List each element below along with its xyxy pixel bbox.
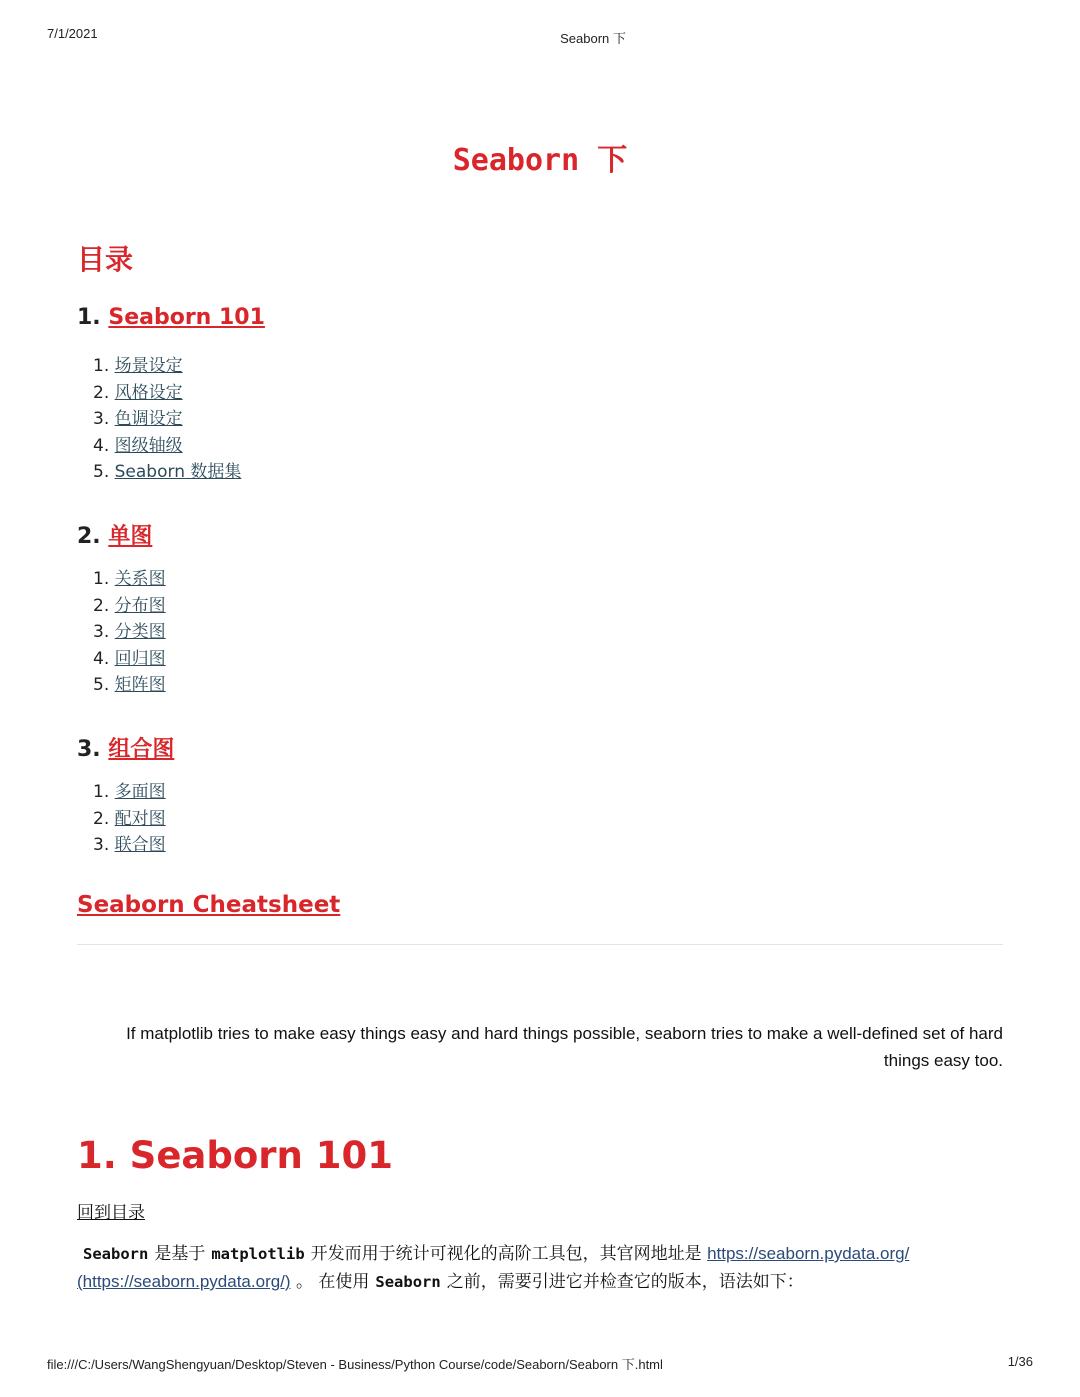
intro-quote: If matplotlib tries to make easy things easy and hard things possible, seaborn tries to make a well-defined set of hard things easy too. <box>126 1024 1003 1070</box>
toc-section-1 <box>77 305 265 330</box>
toc-item <box>77 806 166 833</box>
toc-item-number: 2. <box>93 808 110 829</box>
file-path: file:///C:/Users/WangShengyuan/Desktop/Steven - Business/Python Course/code/Seaborn/Seaborn 下.html <box>47 1357 663 1372</box>
toc-item <box>77 433 241 460</box>
toc-list-section-2 <box>77 566 166 699</box>
toc-item-link[interactable]: 配对图 <box>114 808 166 829</box>
toc-item-link[interactable]: 矩阵图 <box>114 675 166 695</box>
section-heading: 1. Seaborn 101 <box>77 1134 393 1177</box>
paragraph-text: 。 在使用 <box>295 1272 370 1292</box>
paragraph-text: 是基于 <box>154 1244 206 1264</box>
toc-item <box>77 380 241 407</box>
toc-item-number: 3. <box>93 409 110 429</box>
toc-item-link[interactable]: 图级轴级 <box>114 435 183 456</box>
paragraph-text: 之前，需要引进它并检查它的版本，语法如下： <box>446 1272 804 1292</box>
toc-item-link[interactable]: 联合图 <box>114 835 166 855</box>
toc-item-link[interactable]: 风格设定 <box>114 382 183 403</box>
toc-item <box>77 646 166 673</box>
toc-item-number: 4. <box>93 648 110 669</box>
print-header <box>0 26 1080 46</box>
toc-list-section-3 <box>77 779 166 859</box>
toc-item <box>77 832 166 859</box>
toc-list-section-1 <box>77 353 241 486</box>
toc-item-number: 3. <box>93 835 110 855</box>
toc-item-link[interactable]: Seaborn 数据集 <box>114 462 242 482</box>
toc-item-link[interactable]: 场景设定 <box>114 356 183 376</box>
toc-item-number: 5. <box>93 675 110 695</box>
toc-section-link[interactable]: 组合图 <box>108 737 175 762</box>
toc-item-number: 2. <box>93 382 110 403</box>
document-title: Seaborn 下 <box>452 143 628 178</box>
inline-code: Seaborn <box>375 1273 441 1291</box>
toc-item-link[interactable]: 分类图 <box>114 622 166 642</box>
toc-item <box>77 406 241 433</box>
toc-item <box>77 779 166 806</box>
toc-section-link[interactable]: Seaborn 101 <box>108 305 265 330</box>
toc-item-link[interactable]: 多面图 <box>114 782 166 802</box>
toc-item-number: 4. <box>93 435 110 456</box>
toc-item-number: 3. <box>93 622 110 642</box>
toc-item <box>77 459 241 486</box>
print-date: 7/1/2021 <box>47 26 98 41</box>
page-number: 1/36 <box>1007 1354 1033 1369</box>
cheatsheet-heading <box>77 892 340 918</box>
toc-item-link[interactable]: 回归图 <box>114 648 166 669</box>
inline-code: matplotlib <box>211 1245 305 1263</box>
print-title: Seaborn 下 <box>560 31 626 46</box>
toc-item <box>77 593 166 620</box>
toc-item <box>77 672 166 699</box>
cheatsheet-link[interactable]: Seaborn Cheatsheet <box>77 892 341 918</box>
toc-section-3 <box>77 732 174 763</box>
toc-item <box>77 566 166 593</box>
intro-paragraph <box>77 1240 1007 1296</box>
toc-section-number: 3. <box>77 737 101 762</box>
toc-section-2 <box>77 519 152 550</box>
toc-item-link[interactable]: 分布图 <box>114 595 166 616</box>
toc-heading: 目录 <box>77 243 134 276</box>
toc-section-number: 2. <box>77 524 101 549</box>
toc-item-number: 2. <box>93 595 110 616</box>
horizontal-divider <box>77 944 1003 945</box>
toc-item-number: 1. <box>93 569 110 589</box>
toc-item <box>77 619 166 646</box>
toc-item-number: 1. <box>93 356 110 376</box>
toc-section-number: 1. <box>77 305 101 330</box>
toc-item <box>77 353 241 380</box>
toc-item-link[interactable]: 关系图 <box>114 569 166 589</box>
back-to-toc-link[interactable]: 回到目录 <box>77 1203 145 1223</box>
toc-item-link[interactable]: 色调设定 <box>114 409 183 429</box>
toc-section-link[interactable]: 单图 <box>108 524 153 549</box>
inline-code: Seaborn <box>83 1245 149 1263</box>
paragraph-text: 开发而用于统计可视化的高阶工具包，其官网地址是 <box>310 1244 702 1264</box>
toc-item-number: 1. <box>93 782 110 802</box>
toc-item-number: 5. <box>93 462 110 482</box>
seaborn-website-link[interactable]: https://seaborn.pydata.org/ (https://seaborn.pydata.org/) <box>77 1244 910 1291</box>
